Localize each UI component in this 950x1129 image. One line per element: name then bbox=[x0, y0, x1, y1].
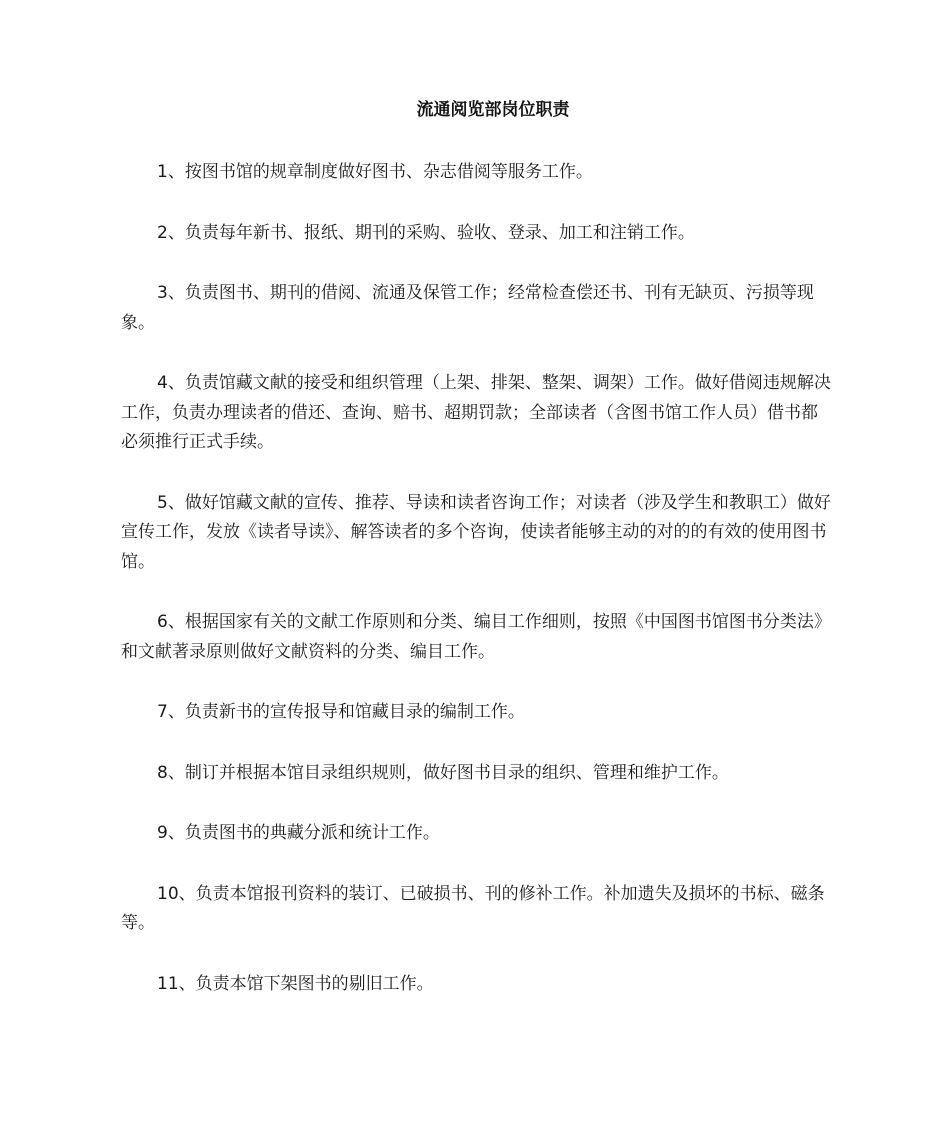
duty-paragraph-2: 2、负责每年新书、报纸、期刊的采购、验收、登录、加工和注销工作。 bbox=[157, 222, 695, 243]
duty-paragraph-3: 3、负责图书、期刊的借阅、流通及保管工作；经常检查偿还书、刊有无缺页、污损等现象。 bbox=[121, 283, 814, 333]
document-body bbox=[121, 158, 833, 1030]
duty-paragraph-1: 1、按图书馆的规章制度做好图书、杂志借阅等服务工作。 bbox=[157, 162, 593, 182]
duty-paragraph-4: 4、负责馆藏文献的接受和组织管理（上架、排架、整架、调架）工作。做好借阅违规解决工作，负责办理读者的借还、查询、赔书、超期罚款；全部读者（含图书馆工作人员）借书都必须推行正式手续。 bbox=[121, 373, 831, 452]
duty-paragraph-5: 5、做好馆藏文献的宣传、推荐、导读和读者咨询工作；对读者（涉及学生和教职工）做好宣传工作，发放《读者导读》、解答读者的多个咨询，使读者能够主动的对的的有效的使用图书馆。 bbox=[121, 492, 831, 572]
duty-paragraph-9: 9、负责图书的典藏分派和统计工作。 bbox=[157, 823, 440, 843]
duty-paragraph-8: 8、制订并根据本馆目录组织规则，做好图书目录的组织、管理和维护工作。 bbox=[157, 762, 729, 783]
duty-paragraph-11: 11、负责本馆下架图书的剔旧工作。 bbox=[157, 973, 434, 994]
duty-paragraph-10: 10、负责本馆报刊资料的装订、已破损书、刊的修补工作。补加遗失及损坏的书标、磁条等。 bbox=[121, 883, 825, 933]
duty-paragraph-6: 6、根据国家有关的文献工作原则和分类、编目工作细则，按照《中国图书馆图书分类法》和文献著录原则做好文献资料的分类、编目工作。 bbox=[121, 612, 831, 662]
duty-paragraph-7: 7、负责新书的宣传报导和馆藏目录的编制工作。 bbox=[157, 702, 525, 722]
document-title: 流通阅览部岗位职责 bbox=[416, 100, 570, 120]
